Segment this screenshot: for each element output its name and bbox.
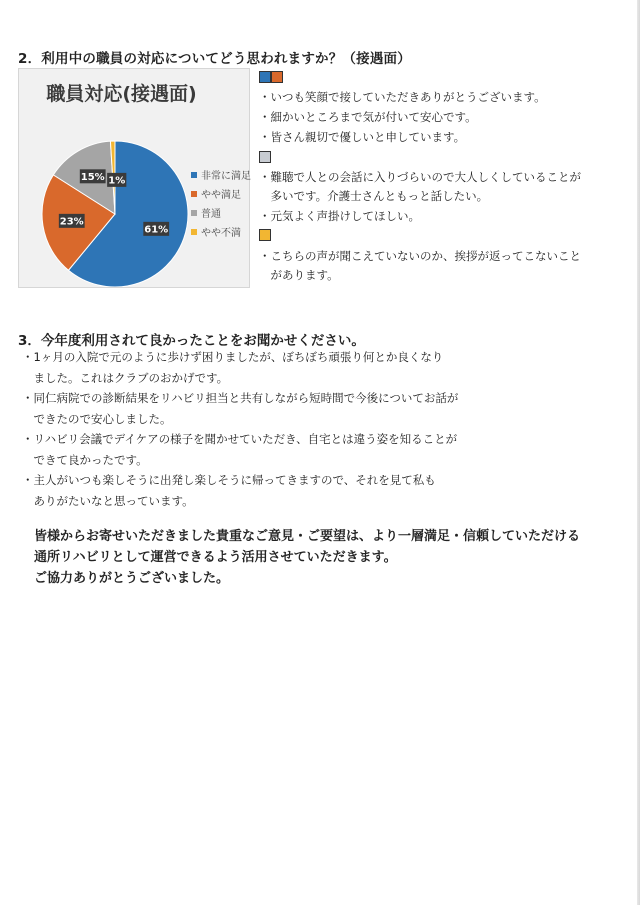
section2-heading: 2．利用中の職員の対応についてどう思われますか？（接遇面） <box>18 51 411 67</box>
svg-text:15%: 15% <box>80 171 105 183</box>
legend-swatch <box>191 191 197 197</box>
legend-swatch <box>191 229 197 235</box>
legend-item-normal <box>191 203 251 222</box>
svg-text:61%: 61% <box>144 224 169 236</box>
closing-line: 皆様からお寄せいただきました貴重なご意見・ご要望は、より一層満足・信頼していただける <box>34 529 581 544</box>
section3-answers <box>22 347 458 511</box>
comment-line: ・皆さん親切で優しいと申しています。 <box>259 130 466 144</box>
answer-line: ・同仁病院での診断結果をリハビリ担当と共有しながら短時間で今後についてお話が <box>22 391 459 405</box>
legend-swatch <box>191 210 197 216</box>
legend-label: 普通 <box>201 209 221 220</box>
closing-message <box>34 526 580 589</box>
legend-item-very-satisfied <box>191 165 251 184</box>
answer-line: できて良かったです。 <box>22 452 148 467</box>
comment-line: 多いです。介護士さんともっと話したい。 <box>259 189 489 203</box>
data-label-somewhat-dissatisfied <box>107 173 126 187</box>
comment-line: ・細かいところまで気が付いて安心です。 <box>259 110 477 124</box>
legend-square-normal <box>259 151 271 163</box>
closing-line: 通所リハビリとして運営できるよう活用させていただきます。 <box>34 550 397 565</box>
data-label-somewhat-satisfied <box>59 214 85 228</box>
legend-square-somewhat-satisfied <box>271 71 283 83</box>
legend-swatch <box>191 172 197 178</box>
answer-line: ・1ヶ月の入院で元のように歩けず困りましたが、ぼちぼち頑張り何とか良くなり <box>22 350 444 364</box>
chart-title: 職員対応(接遇面) <box>46 83 197 105</box>
answer-line: できたので安心しました。 <box>22 411 172 426</box>
legend-label: 非常に満足 <box>201 171 251 182</box>
answer-line: ありがたいなと思っています。 <box>22 493 194 508</box>
legend-item-somewhat-dissatisfied <box>191 222 251 241</box>
legend-square-very-satisfied <box>259 71 271 83</box>
chart-legend <box>191 165 251 241</box>
legend-square-somewhat-dissatisfied <box>259 229 271 241</box>
svg-text:23%: 23% <box>59 216 84 228</box>
comment-line: ・いつも笑顔で接していただきありがとうございます。 <box>259 90 546 104</box>
answer-line: ・主人がいつも楽しそうに出発し楽しそうに帰ってきますので、それを見て私も <box>22 473 436 487</box>
answer-line: ・リハビリ会議でデイケアの様子を聞かせていただき、自宅とは違う姿を知ることが <box>22 432 458 446</box>
data-label-very-satisfied <box>143 222 169 236</box>
data-label-normal <box>80 169 106 183</box>
legend-label: やや不満 <box>201 228 241 239</box>
comment-line: があります。 <box>259 268 339 282</box>
pie-chart-panel <box>18 68 250 288</box>
legend-item-somewhat-satisfied <box>191 184 251 203</box>
answer-line: ました。これはクラブのおかげです。 <box>22 370 229 385</box>
legend-label: やや満足 <box>201 190 241 201</box>
comment-line: ・元気よく声掛けしてほしい。 <box>259 209 420 223</box>
closing-line: ご協力ありがとうございました。 <box>34 571 230 586</box>
comment-line: ・難聴で人との会話に入りづらいので大人しくしていることが <box>259 170 581 184</box>
comment-line: ・こちらの声が聞こえていないのか、挨拶が返ってこないこと <box>259 249 581 263</box>
section3-heading: 3．今年度利用されて良かったことをお聞かせください。 <box>18 333 365 349</box>
svg-text:1%: 1% <box>108 175 126 187</box>
